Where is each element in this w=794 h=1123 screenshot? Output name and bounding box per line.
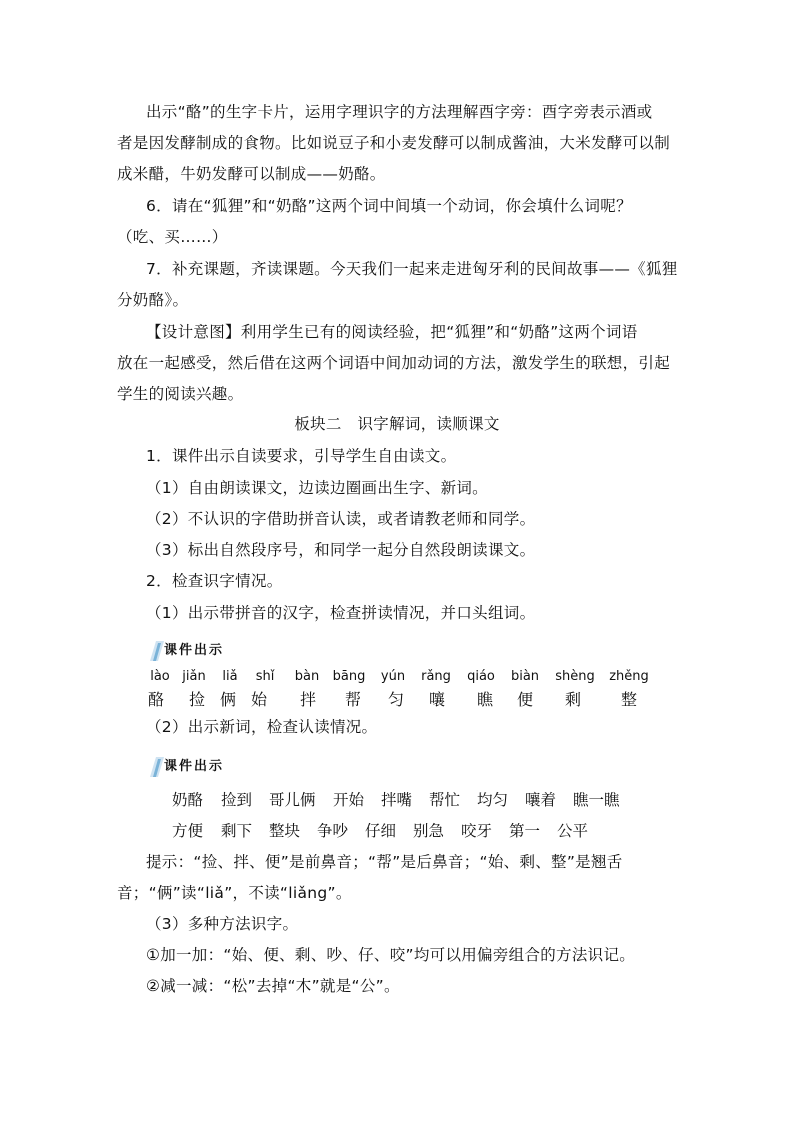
paragraph-line: 分奶酪》。 [117,291,189,309]
paragraph-line: 2．检查识字情况。 [146,572,283,590]
paragraph-line: ①加一加：“始、便、剩、吵、仔、咬”均可以用偏旁组合的方法识记。 [146,946,636,964]
vocab-word: 整块 [269,822,301,840]
paragraph-line: 成米醋，牛奶发酵可以制成——奶酪。 [117,165,386,183]
design-intent-line: 【设计意图】利用学生已有的阅读经验，把“狐狸”和“奶酪”这两个词语 [146,323,638,341]
courseware-tag [150,637,260,661]
hanzi-char: 始 [250,690,268,709]
word-list-row-1 [0,788,794,812]
hanzi-char: 嚷 [428,690,446,709]
tip-line: 音；“俩”读“liǎ”，不读“liǎng”。 [117,884,352,902]
paragraph-line: 学生的阅读兴趣。 [117,385,244,403]
hanzi-char: 剩 [564,690,582,709]
vocab-word: 开始 [333,791,365,809]
paragraph-line: 出示“酪”的生字卡片，运用字理识字的方法理解酉字旁：酉字旁表示酒或 [146,103,653,121]
paragraph-line: （1）自由朗读课文，边读边圈画出生字、新词。 [146,479,488,497]
paragraph-line: （2）不认识的字借助拼音认读，或者请教老师和同学。 [146,510,536,528]
word-list-row-2 [0,819,794,843]
vocab-word: 拌嘴 [381,791,413,809]
vocab-word: 第一 [509,822,541,840]
hanzi-char: 帮 [344,690,362,709]
hanzi-char: 便 [516,690,534,709]
vocab-word: 公平 [557,822,589,840]
paragraph-line: （3）多种方法识字。 [146,915,299,933]
section-heading: 板块二 识字解词，读顺课文 [294,415,500,433]
vocab-word: 奶酪 [172,791,204,809]
pinyin-label: liǎ [222,669,238,684]
paragraph-line: 6．请在“狐狸”和“奶酪”这两个词中间填一个动词，你会填什么词呢？ [146,197,632,215]
hanzi-char: 酪 [147,690,165,709]
pinyin-label: yún [380,669,406,684]
vocab-word: 均匀 [477,791,509,809]
vocab-word: 哥儿俩 [269,791,316,809]
courseware-tag-label: 课件出示 [164,643,225,658]
vocab-word: 帮忙 [429,791,461,809]
paragraph-line: 7．补充课题，齐读课题。今天我们一起来走进匈牙利的民间故事——《狐狸 [146,260,678,278]
paragraph-line: ②减一减：“松”去掉“木”就是“公”。 [146,977,400,995]
pinyin-label: jiǎn [182,669,206,684]
pinyin-chars-row [0,669,794,713]
pinyin-label: shèng [555,669,595,684]
vocab-word: 捡到 [221,791,253,809]
pinyin-label: rǎng [421,669,451,684]
vocab-word: 仔细 [365,822,397,840]
bookmark-icon [150,755,164,777]
paragraph-line: （1）出示带拼音的汉字，检查拼读情况，并口头组词。 [146,604,536,622]
hanzi-char: 俩 [219,690,237,709]
paragraph-line: 者是因发酵制成的食物。比如说豆子和小麦发酵可以制成酱油，大米发酵可以制 [117,134,671,152]
pinyin-label: biàn [510,669,540,684]
courseware-tag [150,753,260,777]
hanzi-char: 拌 [299,690,317,709]
vocab-word: 咬牙 [461,822,493,840]
hanzi-char: 瞧 [476,690,494,709]
paragraph-line: （2）出示新词，检查认读情况。 [146,718,378,736]
pinyin-label: bàn [294,669,320,684]
courseware-tag-label: 课件出示 [164,759,225,774]
paragraph-line: 放在一起感受，然后借在这两个词语中间加动词的方法，激发学生的联想，引起 [117,354,671,372]
tip-line: 提示：“捡、拌、便”是前鼻音；“帮”是后鼻音；“始、剩、整”是翘舌 [146,853,623,871]
paragraph-line: （3）标出自然段序号，和同学一起分自然段朗读课文。 [146,541,536,559]
pinyin-label: shǐ [255,669,275,684]
vocab-word: 争吵 [317,822,349,840]
pinyin-label: lào [150,669,170,684]
bookmark-icon [150,639,164,661]
vocab-word: 别急 [413,822,445,840]
vocab-word: 嚷着 [525,791,557,809]
vocab-word: 剩下 [221,822,253,840]
hanzi-char: 整 [620,690,638,709]
pinyin-label: bāng [332,669,366,684]
pinyin-label: qiáo [467,669,495,684]
hanzi-char: 匀 [387,690,405,709]
hanzi-char: 捡 [188,690,206,709]
vocab-word: 方便 [172,822,204,840]
paragraph-line: （吃、买……） [117,228,228,246]
paragraph-line: 1．课件出示自读要求，引导学生自由读文。 [146,447,457,465]
vocab-word: 瞧一瞧 [573,791,620,809]
pinyin-label: zhěng [609,669,649,684]
